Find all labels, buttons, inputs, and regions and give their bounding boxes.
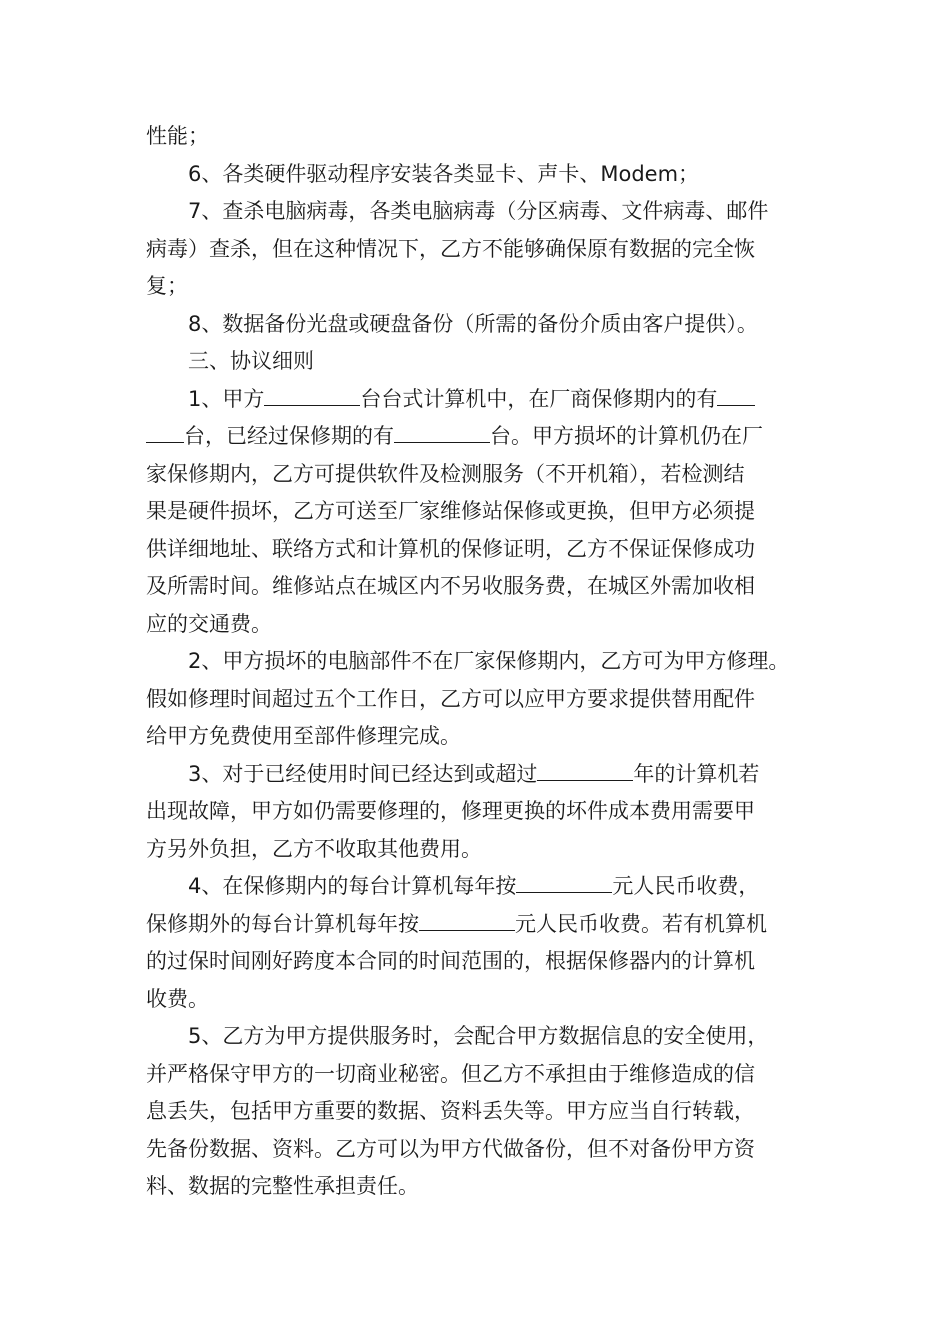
- document-body: [146, 118, 816, 1206]
- text-line: 家保修期内，乙方可提供软件及检测服务（不开机箱），若检测结: [146, 461, 745, 486]
- fill-blank: [717, 383, 755, 406]
- clause-5-line-1: [146, 1018, 816, 1056]
- text-line: 息丢失，包括甲方重要的数据、资料丢失等。甲方应当自行转载，: [146, 1099, 755, 1123]
- fill-blank: [419, 908, 515, 931]
- clause-4-line-4: [146, 981, 816, 1019]
- clause-1-line-7: [146, 606, 816, 644]
- text-line: 料、数据的完整性承担责任。: [146, 1174, 419, 1198]
- clause-2-line-1: [146, 643, 816, 681]
- text-fragment: 1、甲方: [188, 386, 265, 411]
- clause-5-line-2: [146, 1056, 816, 1094]
- text-fragment: 保修期外的每台计算机每年按: [146, 911, 419, 936]
- clause-4-line-2: [146, 906, 816, 944]
- clause-3-line-2: [146, 793, 816, 831]
- text-fragment: 台台式计算机中，在厂商保修期内的有: [360, 386, 718, 411]
- text-fragment: 台。甲方损坏的计算机仍在厂: [490, 424, 763, 448]
- text-line: 方另外负担，乙方不收取其他费用。: [146, 836, 482, 861]
- item-8: [146, 306, 816, 344]
- text-line: 给甲方免费使用至部件修理完成。: [146, 724, 461, 748]
- item-7-line-1: [146, 193, 816, 231]
- clause-1-line-4: [146, 493, 816, 531]
- text-line: 及所需时间。维修站点在城区内不另收服务费，在城区外需加收相: [146, 574, 755, 598]
- text-line: 果是硬件损坏，乙方可送至厂家维修站保修或更换，但甲方必须提: [146, 499, 755, 523]
- text-fragment: 年的计算机若: [633, 761, 760, 786]
- item-7-line-3: [146, 268, 816, 306]
- clause-5-line-4: [146, 1131, 816, 1169]
- clause-1-line-5: [146, 531, 816, 569]
- clause-1-line-3: [146, 456, 816, 494]
- text-line: 出现故障，甲方如仍需要修理的，修理更换的坏件成本费用需要甲: [146, 799, 755, 823]
- text-fragment: 元人民币收费。若有机算机: [515, 911, 767, 936]
- fill-blank: [146, 420, 184, 443]
- clause-1-line-2: [146, 418, 816, 456]
- clause-2-line-3: [146, 718, 816, 756]
- fill-blank: [394, 420, 490, 443]
- text-line: 复；: [146, 274, 188, 298]
- text-line: 假如修理时间超过五个工作日，乙方可以应甲方要求提供替用配件: [146, 686, 755, 711]
- text-fragment: 4、在保修期内的每台计算机每年按: [188, 874, 517, 898]
- text-line: 5、乙方为甲方提供服务时，会配合甲方数据信息的安全使用，: [188, 1024, 769, 1048]
- text-line: 的过保时间刚好跨度本合同的时间范围的，根据保修器内的计算机: [146, 949, 755, 973]
- text-line: 8、数据备份光盘或硬盘备份（所需的备份介质由客户提供）。: [188, 311, 758, 336]
- text-fragment: 3、对于已经使用时间已经达到或超过: [188, 761, 538, 786]
- item-6: [146, 156, 816, 194]
- clause-1-line-1: [146, 381, 816, 419]
- clause-4-line-3: [146, 943, 816, 981]
- fill-blank: [516, 870, 612, 893]
- fill-blank: [537, 758, 633, 781]
- text-line: 并严格保守甲方的一切商业秘密。但乙方不承担由于维修造成的信: [146, 1061, 755, 1086]
- clause-3-line-1: [146, 756, 816, 794]
- fill-blank: [264, 383, 360, 406]
- text-line: 应的交通费。: [146, 611, 272, 636]
- clause-5-line-3: [146, 1093, 816, 1131]
- clause-2-line-2: [146, 681, 816, 719]
- clause-5-line-5: [146, 1168, 816, 1206]
- section-heading: [146, 343, 816, 381]
- text-line: 7、查杀电脑病毒，各类电脑病毒（分区病毒、文件病毒、邮件: [188, 199, 769, 223]
- text-line: 供详细地址、联络方式和计算机的保修证明，乙方不保证保修成功: [146, 536, 755, 561]
- paragraph-continuation: [146, 118, 816, 156]
- text-fragment: 元人民币收费，: [612, 874, 760, 898]
- clause-1-line-6: [146, 568, 816, 606]
- text-line: 性能；: [146, 124, 209, 148]
- section-title: 三、协议细则: [188, 349, 314, 373]
- text-line: 6、各类硬件驱动程序安装各类显卡、声卡、Modem；: [188, 161, 700, 186]
- item-7-line-2: [146, 231, 816, 269]
- text-line: 2、甲方损坏的电脑部件不在厂家保修期内，乙方可为甲方修理。: [188, 649, 790, 673]
- text-line: 病毒）查杀，但在这种情况下，乙方不能够确保原有数据的完全恢: [146, 236, 755, 261]
- clause-4-line-1: [146, 868, 816, 906]
- text-line: 先备份数据、资料。乙方可以为甲方代做备份，但不对备份甲方资: [146, 1136, 755, 1161]
- clause-3-line-3: [146, 831, 816, 869]
- text-line: 收费。: [146, 986, 209, 1011]
- text-fragment: 台，已经过保修期的有: [184, 424, 394, 448]
